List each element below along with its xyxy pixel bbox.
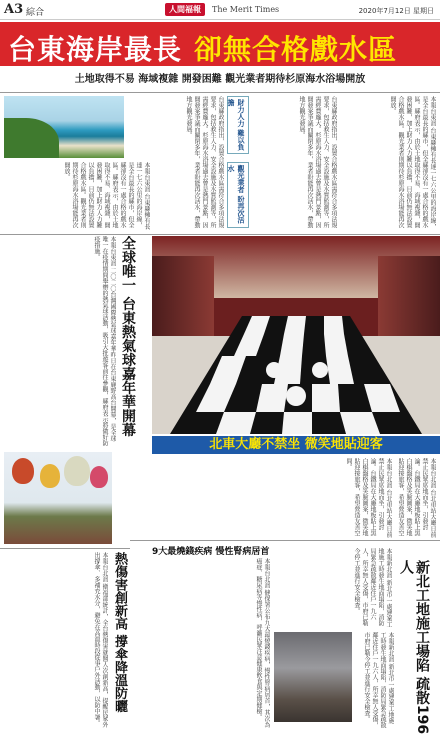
subheadline: 土地取得不易 海域複雜 開發困難 觀光業者期待杉原海水浴場開放 xyxy=(74,74,366,85)
collapse-site-photo xyxy=(274,632,352,722)
hot-air-balloon-photo xyxy=(4,452,112,544)
headline-banner xyxy=(0,22,440,66)
balloon-shape xyxy=(40,464,60,488)
masthead xyxy=(0,0,440,20)
page-number: A3 xyxy=(4,2,24,17)
pull-quote-2: 觀光業者 盼再次活水 xyxy=(227,162,249,228)
balloon-shape xyxy=(90,466,108,488)
newspaper-logo: 人間福報 xyxy=(165,3,205,16)
station-story-title: 北車大廳不禁坐 微笑地貼迎客 xyxy=(152,436,440,454)
heat-story-title: 熱傷害創新高 撐傘降溫防曬 xyxy=(112,552,127,713)
diseases-story-title: 9大最燒錢疾病 慢性腎病居首 xyxy=(152,547,270,557)
heat-story-body: 本報台北訊 衛福部統計，全台熱傷害就醫人次創新高，提醒民眾外出撐傘、多補充水分，避免在高溫時段從事戶外活動，以防中暑。 xyxy=(93,552,108,728)
divider-rule xyxy=(130,540,440,541)
ntp-story-body-2: 本報新北訊 新北市一處建案工地施工時發生地面塌陷，消防局緊急疏散鄰近住戶一九六人，所幸無人受傷，市府已勒令停工並進行安全檢查。 xyxy=(363,632,394,728)
ntp-story-body: 本報新北訊 新北市一處建案工地施工時發生地面塌陷，消防局緊急疏散鄰近住戶一九六人，所幸無人受傷，市府已勒令停工並進行安全檢查。 xyxy=(353,548,392,628)
issue-date: 2020年7月12日 星期日 xyxy=(358,7,434,15)
divider-rule xyxy=(0,234,440,235)
divider-rule xyxy=(0,92,440,93)
balloon-shape xyxy=(12,458,34,484)
lead-story-body-4: 本報台東訊 台東縣擁有長達一七六公里的海岸線，是全台最長的縣市，但全縣卻沒有一處合格的戲水區。縣府表示，由於土地取得不易、海域複雜，開發困難，加上財力人力難以負擔，目前仍無法設置合格戲水區。觀光業者則期待杉原海水浴場能再次開放。 xyxy=(63,162,150,230)
hill-shape xyxy=(4,118,59,158)
pull-quote-1: 財力人力 難以負擔 xyxy=(227,96,249,154)
balloon-shape xyxy=(64,456,90,486)
ntp-story-title: 新北工地施工場陷 疏散196人 xyxy=(398,560,430,735)
headline-secondary: 卻無合格戲水區 xyxy=(194,33,398,66)
divider-rule xyxy=(0,548,130,549)
station-hall-photo xyxy=(152,236,440,434)
lead-story-body: 本報台東訊 台東縣擁有長達一七六公里的海岸線，是全台最長的縣市，但全縣卻沒有一處合格的戲水區。縣府表示，由於土地取得不易、海域複雜，開發困難，加上財力人力難以負擔，目前仍無法設置合格戲水區。觀光業者則期待杉原海水浴場能再次開放。 xyxy=(389,96,436,230)
coastline-photo xyxy=(4,96,124,158)
section-label: 綜合 xyxy=(26,8,45,18)
paper-name: The Merit Times xyxy=(212,5,280,14)
lead-story-body-3: 台東縣政府指出，設置合格戲水區需符合多項法規要求，包括救生人力、安全設施及水質監測等，所需經費龐大。杉原海水浴場過去曾是熱門景點，因開發案爭議而關閉多年，業者盼能再次活水，帶動地方觀光發展。 xyxy=(185,96,224,228)
headline-main: 台東海岸最長 xyxy=(8,33,183,66)
diseases-story-body: 本報台北訊 健保署公布九大最燒錢疾病，慢性腎病居首，其次為癌症、糖尿病等慢性病，呼籲民眾注意健康飲食與定期健檢。 xyxy=(255,558,270,728)
station-story-body: 本報台北訊 台北車站大廳日前禁止民眾席地而坐，引發討論。台鐵局在大廳地板貼上黑白棋盤格及笑臉圖案，微笑地貼迎接旅客，希望營造友善空間。 xyxy=(345,458,392,538)
station-story-body-2: 本報台北訊 台北車站大廳日前禁止民眾席地而坐，引發討論。台鐵局在大廳地板貼上黑白棋盤格及笑臉圖案，微笑地貼迎接旅客，希望營造友善空 xyxy=(397,458,436,538)
balloon-story-body: 本報台東訊 二〇二〇台灣國際熱氣球嘉年華昨日在台東鹿野高台開幕，是全球唯一在疫情期間舉辦的熱氣球活動，吸引大批遊客前往參觀，縣府表示將做好防疫措施。 xyxy=(93,236,116,446)
lead-story-body-2: 台東縣政府指出，設置合格戲水區需符合多項法規要求，包括救生人力、安全設施及水質監測等，所需經費龐大。杉原海水浴場過去曾是熱門景點，因開發案爭議而關閉多年，業者盼能再次活水，帶動地方觀光發展。 xyxy=(298,96,337,228)
checkerboard-floor xyxy=(152,236,440,434)
balloon-story-title: 全球唯一 台東熱氣球嘉年華開幕 xyxy=(120,236,136,437)
